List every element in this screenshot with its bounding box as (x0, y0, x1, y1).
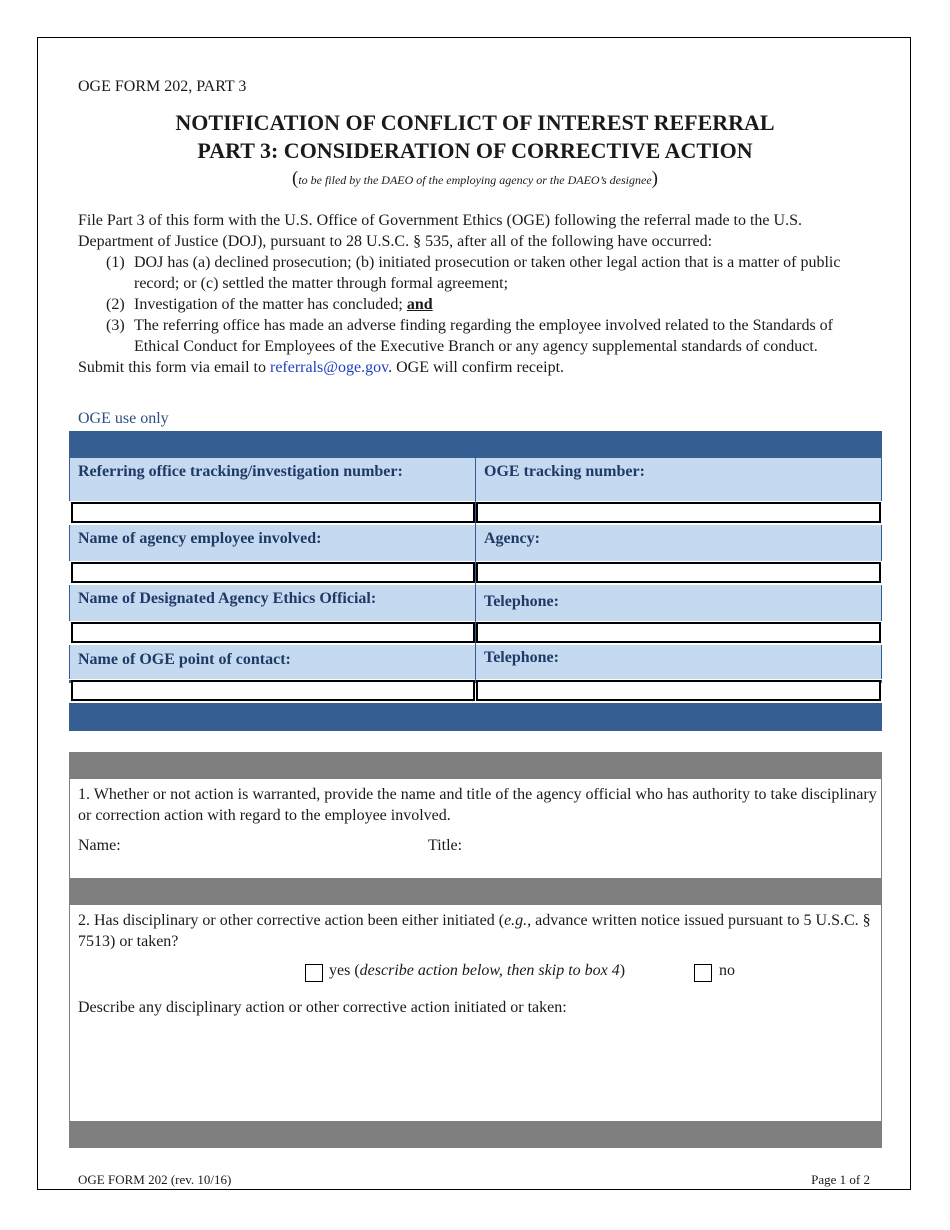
condition-text: Investigation of the matter has concluded; (134, 296, 403, 313)
employee-name-label: Name of agency employee involved: (78, 530, 322, 547)
form-title-line2: PART 3: CONSIDERATION OF CORRECTIVE ACTION (197, 138, 753, 163)
oge-table-header-bar (69, 431, 882, 458)
ref-tracking-input[interactable] (71, 502, 475, 523)
question-1-text: 1. Whether or not action is warranted, provide the name and title of the agency official who has authority to take disciplinary or correction action with regard to the employee involved. (78, 786, 877, 824)
poc-name-input[interactable] (71, 680, 475, 701)
poc-telephone-label: Telephone: (484, 649, 559, 666)
no-checkbox[interactable] (694, 964, 712, 982)
condition-text: DOJ has (a) declined prosecution; (b) initiated prosecution or taken other legal action that is a matter of public record; or (c) settled the matter through formal agreement; (134, 254, 841, 292)
question-separator-bar (69, 878, 882, 905)
conditions-list (78, 252, 878, 357)
submit-prefix: Submit this form via email to (78, 359, 266, 376)
q1-title-label: Title: (428, 837, 463, 854)
form-id: OGE FORM 202, PART 3 (78, 78, 247, 95)
form-subtitle: (to be filed by the DAEO of the employing agency or the DAEO’s designee) (291, 168, 658, 189)
yes-label-text: yes (329, 962, 351, 979)
footer-form-revision: OGE FORM 202 (rev. 10/16) (78, 1172, 232, 1187)
submit-suffix: . OGE will confirm receipt. (388, 359, 565, 376)
daeo-telephone-label: Telephone: (484, 593, 559, 610)
yes-checkbox-label: yes (describe action below, then skip to box 4) (329, 962, 626, 979)
ref-tracking-label: Referring office tracking/investigation number: (78, 463, 403, 480)
section-footer-bar (69, 1121, 882, 1148)
instructions (78, 210, 878, 378)
footer-page-number: Page 1 of 2 (811, 1172, 870, 1187)
q2-text-eg: e.g., (504, 912, 532, 929)
poc-name-label: Name of OGE point of contact: (78, 651, 291, 668)
condition-item (78, 252, 878, 294)
agency-input[interactable] (476, 562, 881, 583)
poc-telephone-input[interactable] (476, 680, 881, 701)
employee-name-input[interactable] (71, 562, 475, 583)
daeo-name-label: Name of Designated Agency Ethics Official: (78, 590, 377, 607)
oge-tracking-label: OGE tracking number: (484, 463, 645, 480)
condition-item (78, 294, 878, 315)
submit-instructions (78, 357, 878, 378)
oge-tracking-input[interactable] (476, 502, 881, 523)
condition-item (78, 315, 878, 357)
condition-number: (1) (106, 254, 125, 271)
email-link[interactable]: referrals@oge.gov (269, 359, 389, 376)
condition-number: (2) (106, 296, 125, 313)
yes-note: describe action below, then skip to box 4 (359, 962, 620, 979)
yes-checkbox[interactable] (305, 964, 323, 982)
form-title-line1: NOTIFICATION OF CONFLICT OF INTEREST REFERRAL (175, 110, 775, 135)
condition-number: (3) (106, 317, 125, 334)
condition-text: The referring office has made an adverse finding regarding the employee involved related to the Standards of Ethical Conduct for Employees of the Executive Branch or any agency supplemental standards of conduct. (134, 317, 833, 355)
intro-paragraph: File Part 3 of this form with the U.S. Office of Government Ethics (OGE) following the referral made to the U.S. Department of Justice (DOJ), pursuant to 28 U.S.C. § 535, after all of the following have occurred: (78, 212, 802, 250)
section-header-bar (69, 752, 882, 779)
q2-text-suffix: advance written notice issued pursuant to 5 U.S.C. § 7513) or taken? (78, 912, 871, 950)
agency-label: Agency: (484, 530, 540, 547)
subtitle-text: to be filed by the DAEO of the employing agency or the DAEO’s designee (298, 173, 652, 187)
q2-text-prefix: 2. Has disciplinary or other corrective action been either initiated ( (78, 912, 505, 929)
oge-use-only-label: OGE use only (78, 410, 169, 427)
no-checkbox-label: no (719, 962, 735, 979)
condition-and: and (406, 296, 433, 313)
question-2-text (78, 910, 878, 952)
daeo-name-input[interactable] (71, 622, 475, 643)
daeo-telephone-input[interactable] (476, 622, 881, 643)
describe-action-label: Describe any disciplinary action or other corrective action initiated or taken: (78, 999, 567, 1016)
describe-action-field[interactable] (78, 1022, 873, 1117)
q1-name-label: Name: (78, 837, 121, 854)
oge-table-footer-bar (69, 703, 882, 731)
